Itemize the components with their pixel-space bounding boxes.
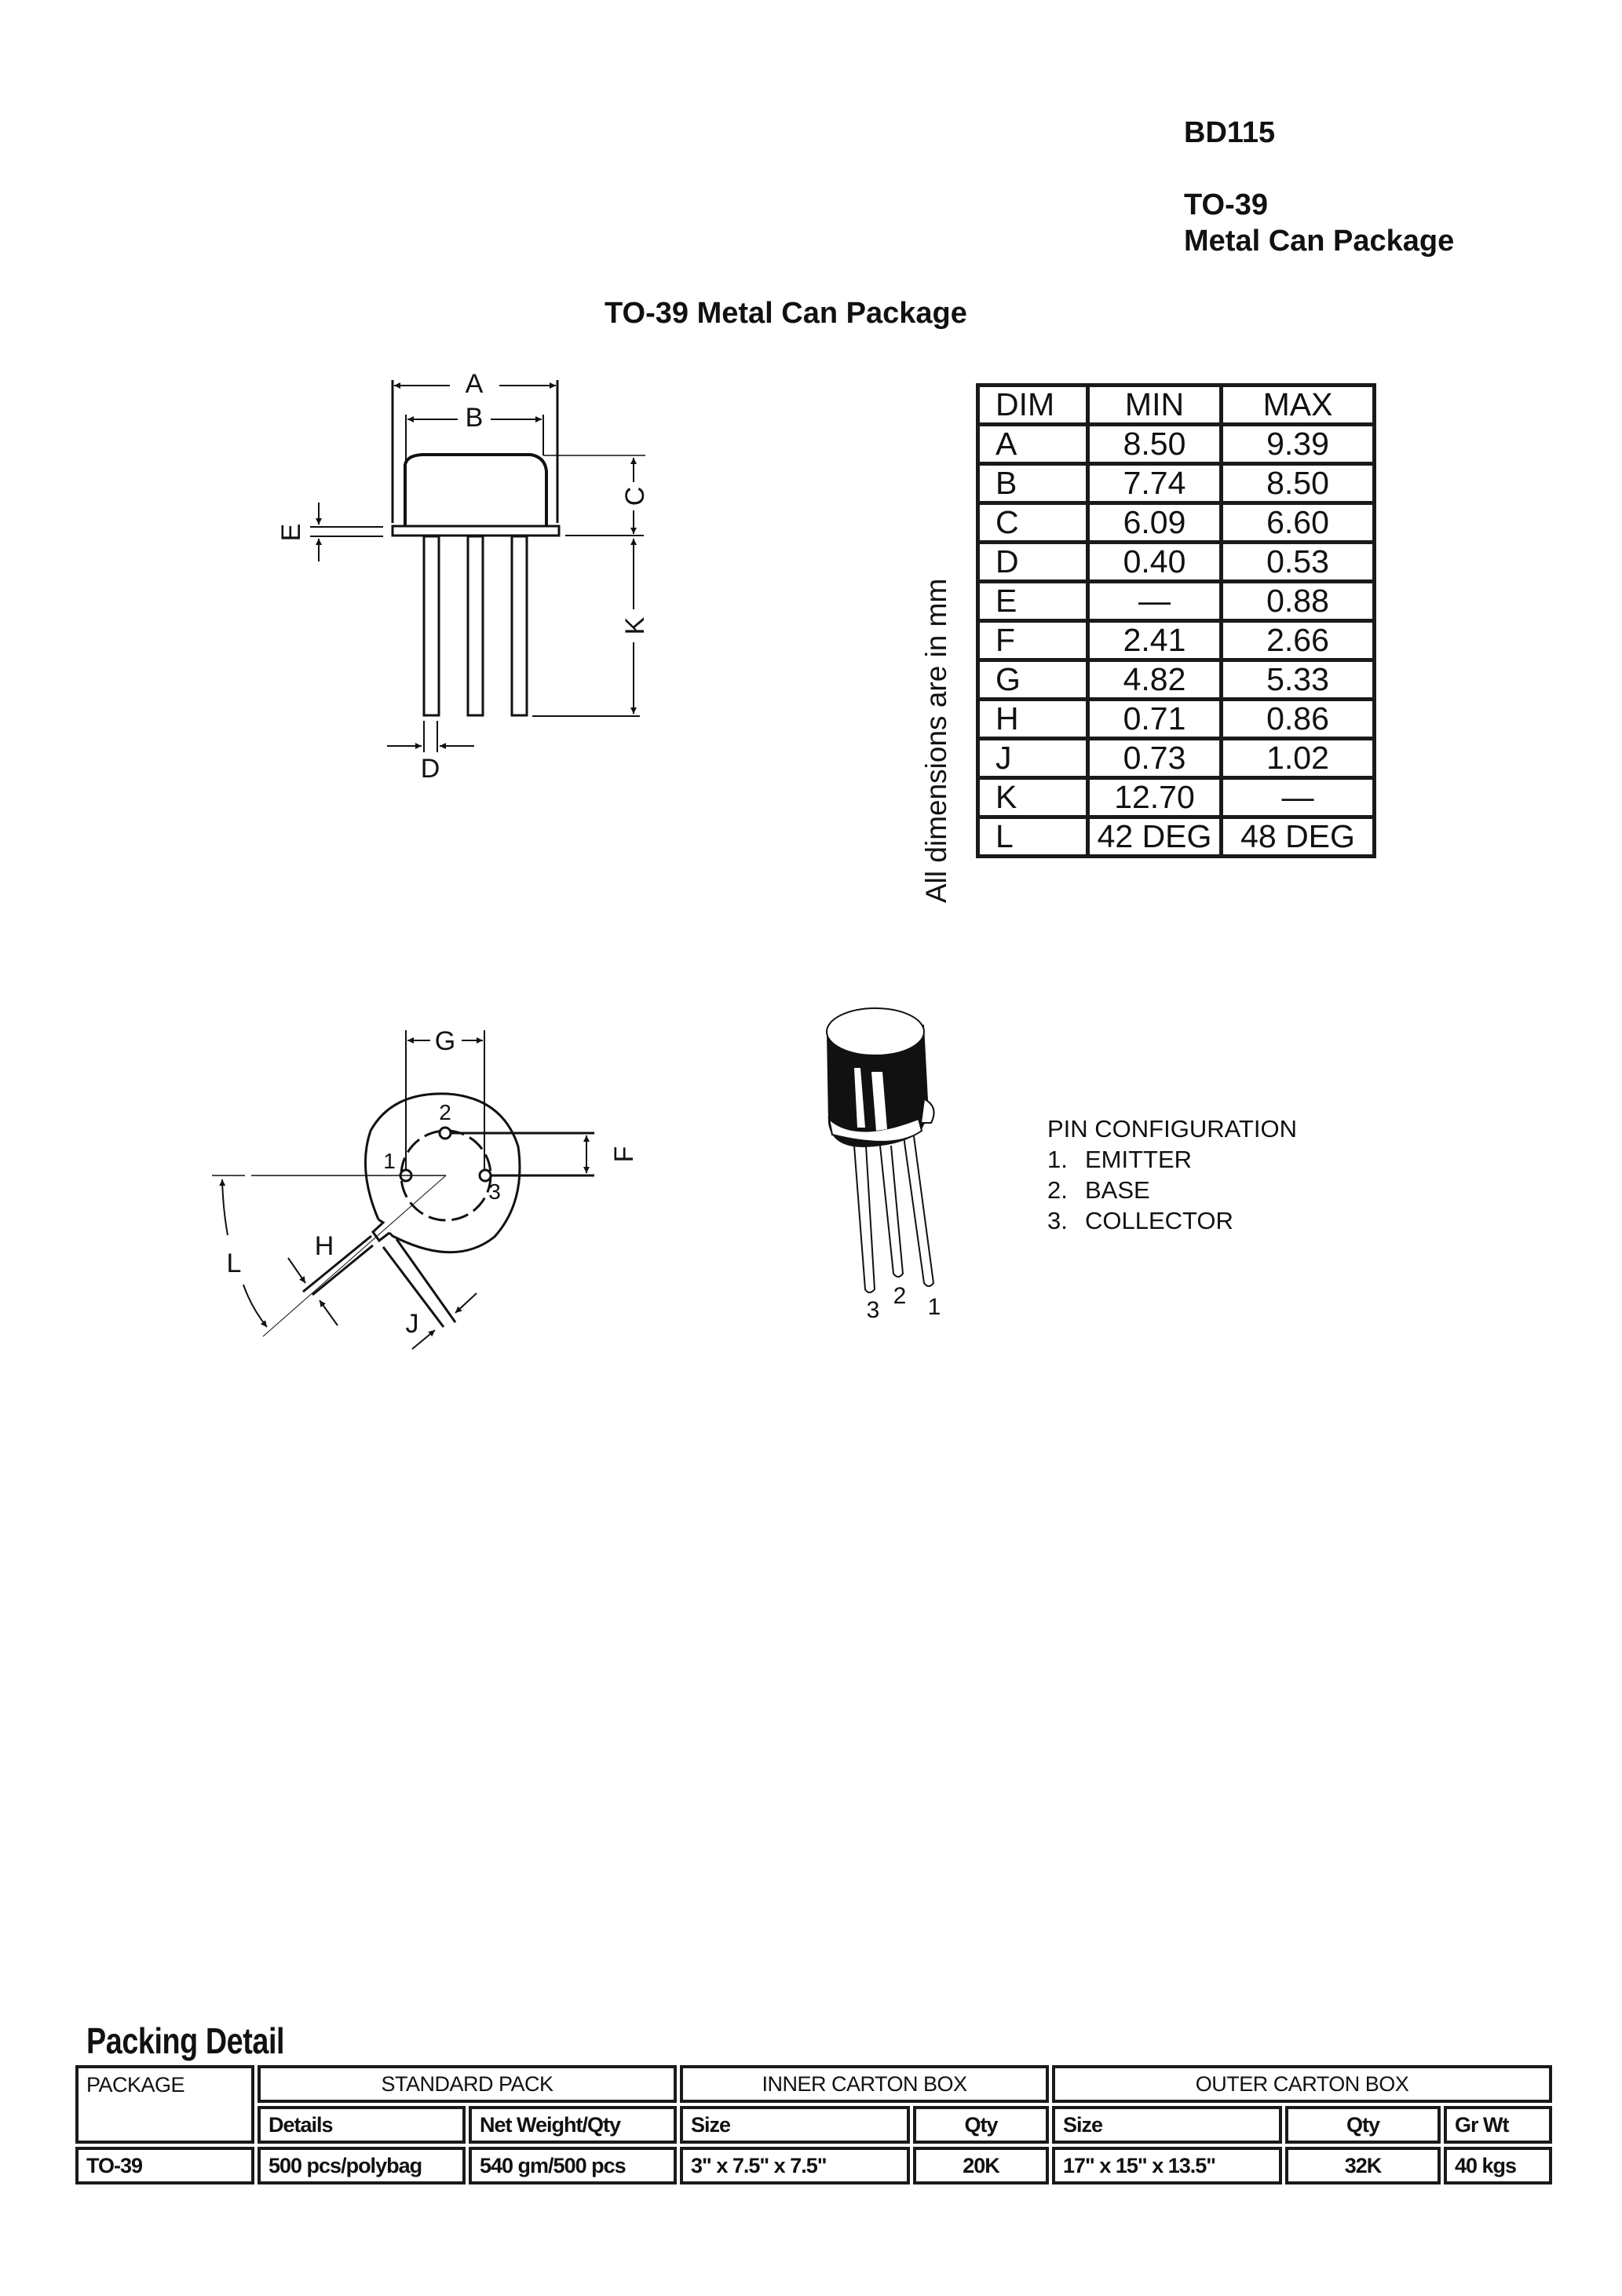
- max-cell: 2.66: [1222, 621, 1375, 660]
- packing-group-header-row: [75, 2065, 1552, 2103]
- dim-label-j: J: [405, 1309, 419, 1339]
- lead-label-3: 3: [866, 1297, 880, 1323]
- subheader-outer-qty: Qty: [1285, 2106, 1441, 2144]
- max-cell: 8.50: [1222, 464, 1375, 503]
- dim-cell: J: [978, 739, 1088, 778]
- pin-num: 3.: [1047, 1207, 1068, 1234]
- pin-row: [1047, 1144, 1297, 1175]
- pin-row: [1047, 1205, 1297, 1236]
- table-row: [978, 660, 1375, 700]
- cell-net-weight: 540 gm/500 pcs: [469, 2147, 677, 2184]
- header-inner-carton: INNER CARTON BOX: [680, 2065, 1049, 2103]
- pin-row: [1047, 1175, 1297, 1205]
- dim-label-b: B: [465, 403, 484, 433]
- dim-cell: H: [978, 700, 1088, 739]
- dim-label-c: C: [620, 486, 650, 506]
- dim-label-e: E: [276, 523, 306, 542]
- cell-package: TO-39: [75, 2147, 254, 2184]
- transistor-illustration: [801, 1005, 958, 1335]
- pin-name: BASE: [1085, 1176, 1150, 1204]
- min-cell: 0.73: [1088, 739, 1222, 778]
- cell-details: 500 pcs/polybag: [258, 2147, 466, 2184]
- table-row: [978, 503, 1375, 543]
- header-package: PACKAGE: [75, 2065, 254, 2144]
- min-cell: —: [1088, 582, 1222, 621]
- max-cell: 0.86: [1222, 700, 1375, 739]
- min-cell: 2.41: [1088, 621, 1222, 660]
- subheader-outer-size: Size: [1052, 2106, 1282, 2144]
- cell-outer-size: 17" x 15" x 13.5": [1052, 2147, 1282, 2184]
- table-row: [978, 543, 1375, 582]
- min-cell: 0.40: [1088, 543, 1222, 582]
- part-number: BD115: [1184, 116, 1276, 149]
- packing-sub-header-row: [75, 2106, 1552, 2144]
- min-cell: 7.74: [1088, 464, 1222, 503]
- packing-detail-title: Packing Detail: [86, 2020, 285, 2061]
- header-outer-carton: OUTER CARTON BOX: [1052, 2065, 1552, 2103]
- pin-configuration-title: PIN CONFIGURATION: [1047, 1115, 1298, 1143]
- pin-name: COLLECTOR: [1085, 1207, 1233, 1234]
- table-row: [978, 817, 1375, 857]
- dim-cell: L: [978, 817, 1088, 857]
- cell-inner-qty: 20K: [913, 2147, 1049, 2184]
- pin-number-3: 3: [488, 1179, 501, 1204]
- table-row: [978, 621, 1375, 660]
- section-title: TO-39 Metal Can Package: [605, 297, 967, 330]
- dim-cell: A: [978, 425, 1088, 464]
- max-cell: —: [1222, 778, 1375, 817]
- packing-detail-table: [72, 2062, 1555, 2188]
- col-header-min: MIN: [1088, 386, 1222, 425]
- table-row: [978, 700, 1375, 739]
- dim-cell: F: [978, 621, 1088, 660]
- subheader-net-weight: Net Weight/Qty: [469, 2106, 677, 2144]
- subheader-details: Details: [258, 2106, 466, 2144]
- max-cell: 0.88: [1222, 582, 1375, 621]
- cell-inner-size: 3" x 7.5" x 7.5": [680, 2147, 910, 2184]
- dimension-table-header: [978, 386, 1375, 425]
- pin-configuration: [1047, 1113, 1297, 1236]
- dim-label-d: D: [420, 754, 440, 784]
- pin-number-2: 2: [439, 1100, 451, 1124]
- max-cell: 6.60: [1222, 503, 1375, 543]
- dim-label-g: G: [434, 1026, 456, 1056]
- header-standard-pack: STANDARD PACK: [258, 2065, 677, 2103]
- col-header-max: MAX: [1222, 386, 1375, 425]
- table-row: [978, 464, 1375, 503]
- max-cell: 48 DEG: [1222, 817, 1375, 857]
- cell-gross-weight: 40 kgs: [1444, 2147, 1552, 2184]
- dim-cell: D: [978, 543, 1088, 582]
- dim-label-h: H: [314, 1231, 334, 1261]
- subheader-gross-weight: Gr Wt: [1444, 2106, 1552, 2144]
- max-cell: 5.33: [1222, 660, 1375, 700]
- pin-num: 1.: [1047, 1146, 1068, 1173]
- subheader-inner-qty: Qty: [913, 2106, 1049, 2144]
- dim-cell: B: [978, 464, 1088, 503]
- bottom-view-drawing: [204, 1013, 691, 1358]
- dim-cell: G: [978, 660, 1088, 700]
- dim-label-f: F: [609, 1146, 639, 1163]
- table-row: [978, 425, 1375, 464]
- cell-outer-qty: 32K: [1285, 2147, 1441, 2184]
- dim-cell: C: [978, 503, 1088, 543]
- max-cell: 1.02: [1222, 739, 1375, 778]
- pin-number-1: 1: [383, 1149, 396, 1173]
- dimension-table: [976, 383, 1376, 858]
- package-type: TO-39: [1184, 188, 1269, 221]
- min-cell: 12.70: [1088, 778, 1222, 817]
- col-header-dim: DIM: [978, 386, 1088, 425]
- subheader-inner-size: Size: [680, 2106, 910, 2144]
- table-row: [75, 2147, 1552, 2184]
- dim-label-k: K: [620, 616, 650, 635]
- min-cell: 42 DEG: [1088, 817, 1222, 857]
- package-description: Metal Can Package: [1184, 225, 1455, 258]
- table-row: [978, 778, 1375, 817]
- max-cell: 0.53: [1222, 543, 1375, 582]
- min-cell: 4.82: [1088, 660, 1222, 700]
- units-note: All dimensions are in mm: [920, 578, 952, 903]
- table-row: [978, 582, 1375, 621]
- lead-label-1: 1: [927, 1294, 941, 1320]
- pin-name: EMITTER: [1085, 1146, 1193, 1173]
- max-cell: 9.39: [1222, 425, 1375, 464]
- dim-label-a: A: [465, 369, 484, 399]
- min-cell: 0.71: [1088, 700, 1222, 739]
- min-cell: 8.50: [1088, 425, 1222, 464]
- package-outline-drawing: [251, 369, 707, 997]
- dim-cell: K: [978, 778, 1088, 817]
- table-row: [978, 739, 1375, 778]
- dim-label-l: L: [226, 1249, 242, 1278]
- dim-cell: E: [978, 582, 1088, 621]
- lead-label-2: 2: [893, 1283, 907, 1309]
- min-cell: 6.09: [1088, 503, 1222, 543]
- pin-num: 2.: [1047, 1176, 1068, 1204]
